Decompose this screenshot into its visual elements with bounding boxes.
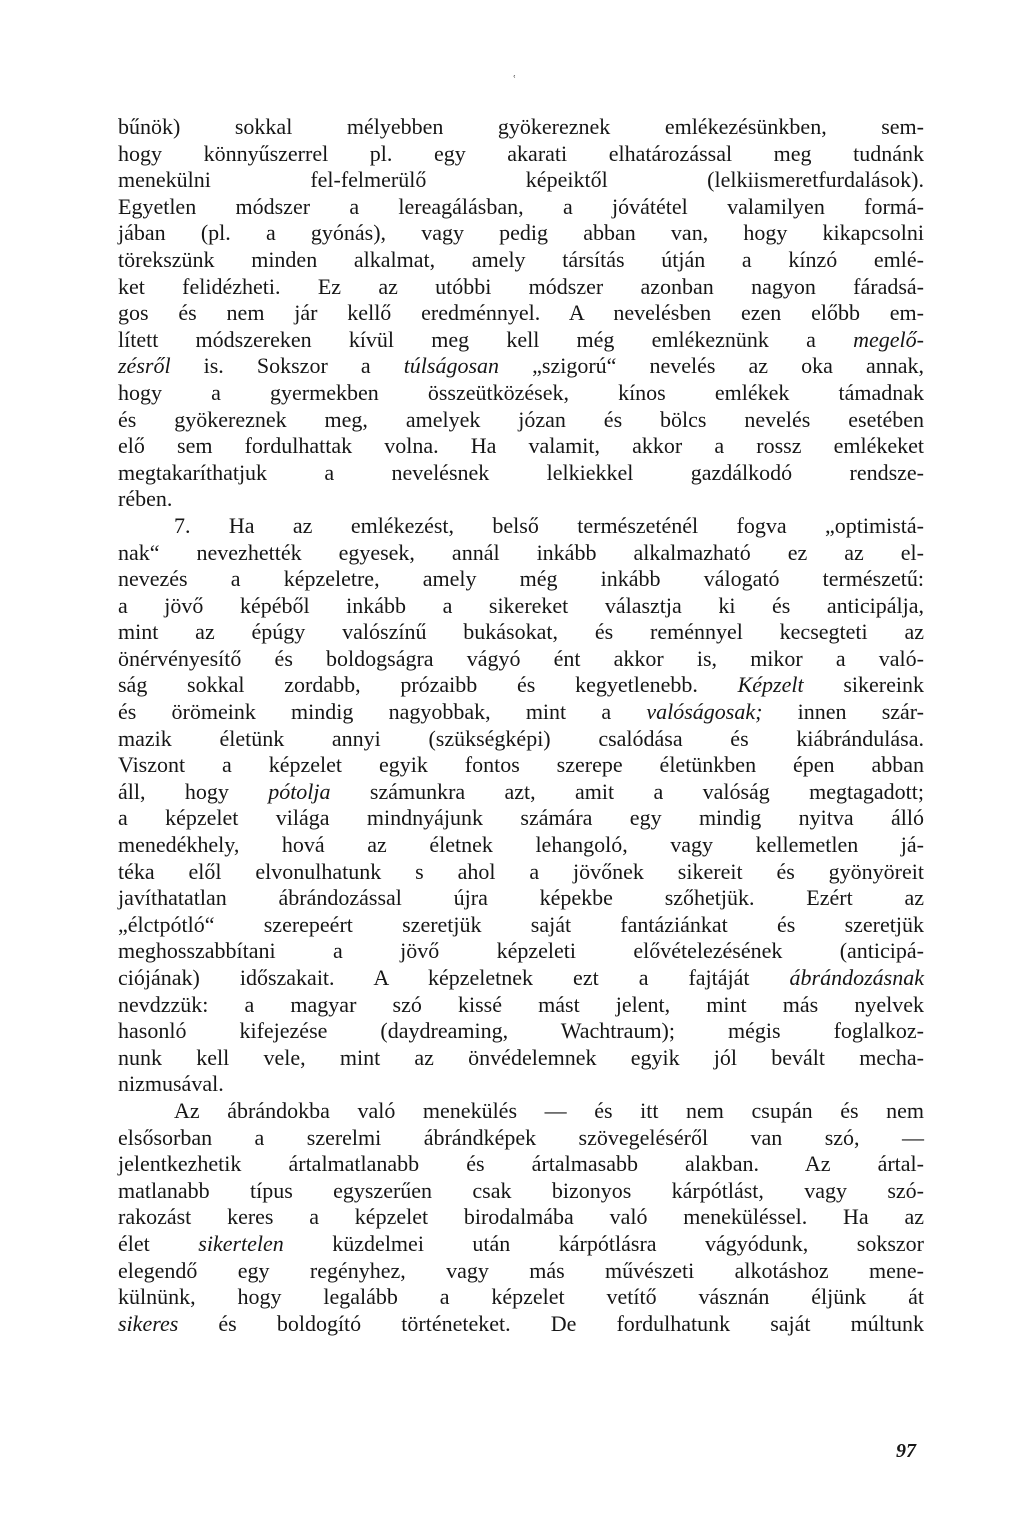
italic-text: pótolja [268, 778, 331, 804]
text-line [118, 1231, 924, 1258]
top-mark: ʿ [512, 74, 517, 89]
text-line [118, 540, 924, 567]
text-span: mint az épúgy valószínű bukásokat, és reménnyel kecsegteti az [118, 619, 924, 645]
page-number: 97 [896, 1440, 916, 1462]
text-span: mazik életünk annyi (szükségképi) csalódása és kiábrándulása. [118, 725, 924, 751]
text-line [118, 805, 924, 832]
text-line [118, 247, 924, 274]
text-line [118, 672, 924, 699]
text-span: nevezés a képzeletre, amely még inkább válogató természetű: [118, 566, 924, 592]
text-line [118, 593, 924, 620]
text-span: nunk kell vele, mint az önvédelemnek egyik jól bevált mecha- [118, 1044, 924, 1070]
text-line [118, 1311, 924, 1338]
text-span: rakozást keres a képzelet birodalmába való meneküléssel. Ha az [118, 1204, 924, 1230]
text-span: Viszont a képzelet egyik fontos szerepe életünkben épen abban [118, 752, 924, 778]
text-span: külnünk, hogy legalább a képzelet vetítő vásznán éljünk át [118, 1284, 924, 1310]
text-line [118, 513, 924, 540]
italic-text: ábrándozásnak [789, 965, 924, 990]
text-line [118, 965, 924, 992]
text-span: önérvényesítő és boldogságra vágyó ént akkor is, mikor a való- [118, 645, 924, 671]
text-line [118, 885, 924, 912]
text-span: ság sokkal zordabb, prózaibb és kegyetlenebb. [118, 672, 738, 698]
text-line [118, 1125, 924, 1152]
text-span: innen szár- [762, 699, 925, 725]
text-line [118, 327, 924, 354]
italic-text: sikertelen [198, 1230, 284, 1256]
text-span: törekszünk minden alkalmat, amely társítás útján a kínzó emlé- [118, 246, 924, 272]
text-line [118, 726, 924, 753]
text-span: hogy a gyermekben összeütközések, kínos emlékek támadnak [118, 379, 924, 405]
text-span: elő sem fordulhattak volna. Ha valamit, akkor a rossz emlékeket [118, 433, 924, 459]
text-line [118, 353, 924, 380]
text-line [118, 992, 924, 1019]
text-span: jában (pl. a gyónás), vagy pedig abban van, hogy kikapcsolni [118, 220, 924, 246]
text-span: Egyetlen módszer a lereagálásban, a jóvátétel valamilyen formá- [118, 193, 924, 219]
text-line [118, 699, 924, 726]
text-line [118, 194, 924, 221]
text-span: élet [118, 1230, 199, 1256]
italic-text: túlságosan [403, 353, 500, 379]
text-line [118, 1071, 924, 1098]
text-span: nizmusával. [118, 1071, 224, 1097]
text-span: nevdzzük: a magyar szó kissé mást jelent, mint más nyelvek [118, 991, 924, 1017]
text-span: számunkra azt, amit a valóság megtagadott; [330, 778, 924, 804]
text-line [118, 752, 924, 779]
text-span: javíthatatlan ábrándozással újra képekbe szőhetjük. Ezért az [118, 885, 924, 911]
text-span: hasonló kifejezése (daydreaming, Wachtraum); mégis foglalkoz- [118, 1018, 924, 1044]
text-span: „szigorú“ nevelés az oka annak, [499, 353, 924, 379]
text-line [118, 1045, 924, 1072]
text-span: 7. Ha az emlékezést, belső természeténél fogva „optimistá- [174, 512, 924, 538]
text-line [118, 619, 924, 646]
text-span: Az ábrándokba való menekülés — és itt nem csupán és nem [174, 1097, 924, 1123]
italic-text: Képzelt [737, 672, 804, 698]
text-line [118, 1204, 924, 1231]
text-span: és boldogító történeteket. De fordulhatunk saját múltunk [178, 1310, 924, 1336]
text-span: küzdelmei után kárpótlásra vágyódunk, sokszor [283, 1230, 925, 1256]
italic-text: valóságosak; [646, 699, 763, 725]
text-line [118, 779, 924, 806]
text-span: rében. [118, 486, 173, 512]
text-line [118, 114, 924, 141]
text-line [118, 407, 924, 434]
text-line [118, 938, 924, 965]
text-span: bűnök) sokkal mélyebben gyökereznek emlékezésünkben, sem- [118, 114, 924, 139]
text-span: nak“ nevezhették egyesek, annál inkább alkalmazható ez az el- [118, 539, 924, 565]
text-line [118, 300, 924, 327]
text-span: meghosszabbítani a jövő képzeleti elővételezésének (anticipá- [118, 938, 924, 964]
text-line [118, 912, 924, 939]
italic-text: megelő- [853, 326, 924, 352]
text-span: is. Sokszor a [170, 353, 404, 379]
text-line [118, 460, 924, 487]
text-span: gos és nem jár kellő eredménnyel. A nevelésben ezen előbb em- [118, 300, 924, 326]
text-span: sikereink [803, 672, 924, 698]
text-span: hogy könnyűszerrel pl. egy akarati elhatározással meg tudnánk [118, 140, 924, 166]
text-line [118, 859, 924, 886]
text-span: „élctpótló“ szerepeért szeretjük saját fantáziánkat és szeretjük [118, 911, 924, 937]
text-span: ciójának) időszakait. A képzeletnek ezt a fajtáját [118, 965, 790, 990]
text-span: menekülni fel-felmerülő képeiktől (lelkiismeretfurdalások). [118, 167, 924, 193]
text-line [118, 220, 924, 247]
text-span: téka elől elvonulhatunk s ahol a jövőnek sikereit és gyönyöreit [118, 858, 924, 884]
text-line [118, 1258, 924, 1285]
text-line [118, 1178, 924, 1205]
text-span: matlanabb típus egyszerűen csak bizonyos kárpótlást, vagy szó- [118, 1177, 924, 1203]
italic-text: sikeres [118, 1310, 179, 1336]
text-span: jelentkezhetik ártalmatlanabb és ártalmasabb alakban. Az ártal- [118, 1151, 924, 1177]
text-line [118, 486, 924, 513]
text-line [118, 832, 924, 859]
text-span: elsősorban a szerelmi ábrándképek szövegeléséről van szó, — [118, 1124, 924, 1150]
text-line [118, 167, 924, 194]
text-span: a jövő képéből inkább a sikereket választja ki és anticipálja, [118, 592, 924, 618]
text-line [118, 646, 924, 673]
text-span: a képzelet világa mindnyájunk számára egy mindig nyitva álló [118, 805, 924, 831]
text-span: ket felidézheti. Ez az utóbbi módszer azonban nagyon fáradsá- [118, 273, 924, 299]
text-line [118, 566, 924, 593]
text-line [118, 1098, 924, 1125]
text-line [118, 1284, 924, 1311]
text-span: megtakaríthatjuk a nevelésnek lelkiekkel gazdálkodó rendsze- [118, 459, 924, 485]
text-line [118, 141, 924, 168]
text-line [118, 1018, 924, 1045]
text-span: lített módszereken kívül meg kell még emlékeznünk a [118, 326, 854, 352]
text-line [118, 433, 924, 460]
text-span: áll, hogy [118, 778, 269, 804]
text-line [118, 1151, 924, 1178]
text-line [118, 380, 924, 407]
page-text [118, 114, 924, 1337]
italic-text: zésről [118, 353, 171, 379]
text-span: elegendő egy regényhez, vagy más művészeti alkotáshoz mene- [118, 1257, 924, 1283]
text-line [118, 274, 924, 301]
text-span: és gyökereznek meg, amelyek józan és bölcs nevelés esetében [118, 406, 924, 432]
text-span: menedékhely, hová az életnek lehangoló, vagy kellemetlen já- [118, 832, 924, 858]
text-span: és örömeink mindig nagyobbak, mint a [118, 699, 647, 725]
